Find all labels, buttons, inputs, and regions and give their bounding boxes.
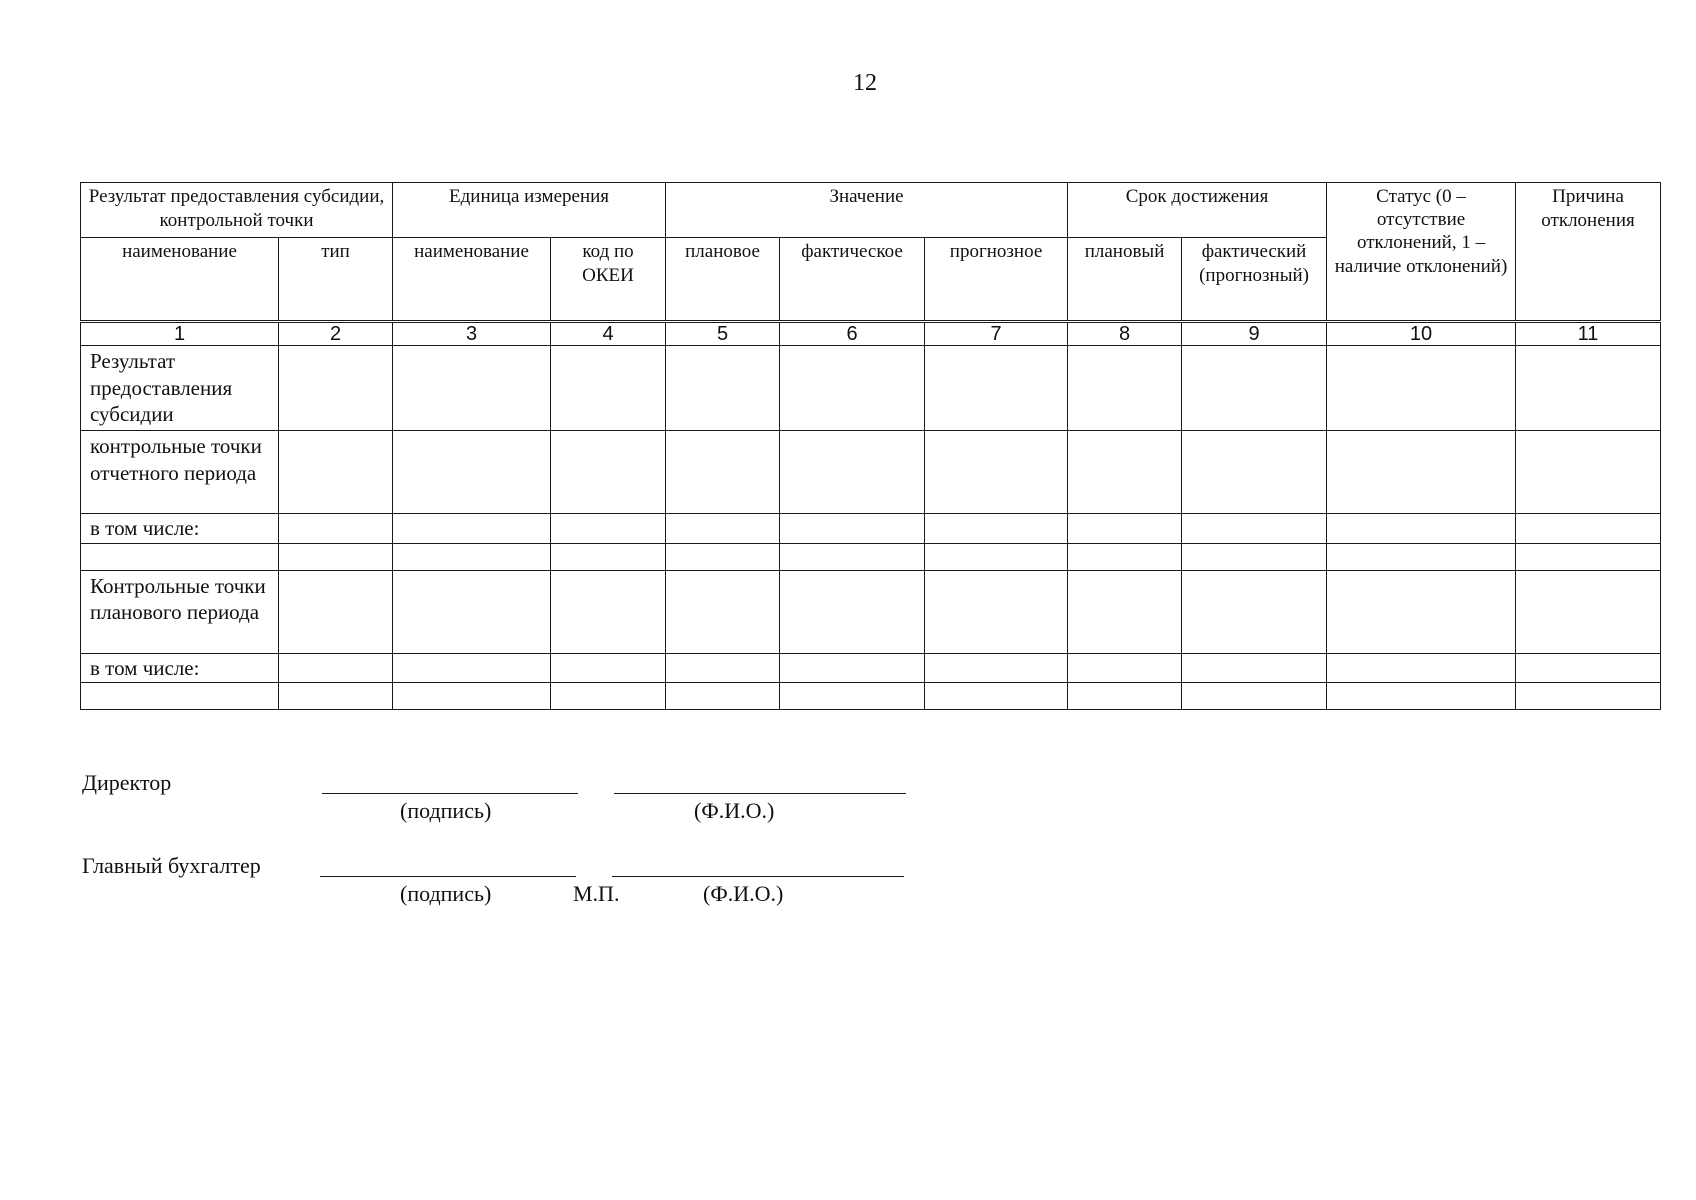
header-value-planned: плановое <box>666 238 780 322</box>
table-cell <box>1068 430 1182 513</box>
table-cell <box>279 653 393 683</box>
table-cell <box>393 653 551 683</box>
table-cell <box>666 543 780 570</box>
table-row-including-1 <box>81 513 1661 543</box>
header-value: Значение <box>666 183 1068 238</box>
director-name-line <box>614 793 906 794</box>
table-cell <box>1182 513 1327 543</box>
table-cell <box>666 683 780 710</box>
row-label-reporting-checkpoints: контрольные точки отчетного периода <box>81 430 279 513</box>
table-cell <box>551 543 666 570</box>
table-cell <box>666 570 780 653</box>
header-result-type: тип <box>279 238 393 322</box>
table-cell <box>780 346 925 431</box>
table-cell <box>393 513 551 543</box>
table-cell <box>780 653 925 683</box>
director-signature-caption: (подпись) <box>400 798 492 823</box>
header-value-actual: фактическое <box>780 238 925 322</box>
row-label-subsidy-result: Результат предоставления субсидии <box>81 346 279 431</box>
table-cell <box>1182 570 1327 653</box>
header-deadline-actual: фактический (прогнозный) <box>1182 238 1327 322</box>
header-unit-code: код по ОКЕИ <box>551 238 666 322</box>
table-cell <box>1068 570 1182 653</box>
column-number: 3 <box>393 322 551 346</box>
table-cell <box>1327 346 1516 431</box>
table-cell <box>393 570 551 653</box>
table-row-planned-checkpoints <box>81 570 1661 653</box>
table-cell <box>1516 543 1661 570</box>
table-cell <box>925 653 1068 683</box>
header-unit: Единица измерения <box>393 183 666 238</box>
header-reason: Причина отклонения <box>1516 183 1661 322</box>
director-signature-line <box>322 793 578 794</box>
table-cell <box>1182 543 1327 570</box>
table-cell <box>279 543 393 570</box>
table-cell <box>393 683 551 710</box>
column-number: 4 <box>551 322 666 346</box>
row-label-empty <box>81 543 279 570</box>
director-label: Директор <box>82 770 172 795</box>
table-cell <box>925 513 1068 543</box>
table-cell <box>925 346 1068 431</box>
column-number: 5 <box>666 322 780 346</box>
table-cell <box>666 430 780 513</box>
accountant-name-caption: (Ф.И.О.) <box>703 881 784 906</box>
column-number: 8 <box>1068 322 1182 346</box>
table-cell <box>1068 513 1182 543</box>
table-cell <box>1182 653 1327 683</box>
table-cell <box>666 513 780 543</box>
table-cell <box>279 513 393 543</box>
accountant-signature-line <box>320 876 576 877</box>
table-cell <box>393 543 551 570</box>
table-cell <box>780 430 925 513</box>
table-cell <box>780 513 925 543</box>
column-number: 9 <box>1182 322 1327 346</box>
table-cell <box>1068 683 1182 710</box>
accountant-name-line <box>612 876 904 877</box>
column-number: 6 <box>780 322 925 346</box>
table-cell <box>1327 430 1516 513</box>
table-cell <box>1327 543 1516 570</box>
column-number: 10 <box>1327 322 1516 346</box>
table-cell <box>1182 683 1327 710</box>
table-cell <box>780 570 925 653</box>
header-deadline-planned: плановый <box>1068 238 1182 322</box>
table-cell <box>1516 653 1661 683</box>
table-cell <box>1182 430 1327 513</box>
table-cell <box>393 430 551 513</box>
table-cell <box>279 570 393 653</box>
table-cell <box>279 346 393 431</box>
table-cell <box>925 430 1068 513</box>
chief-accountant-label: Главный бухгалтер <box>82 853 261 878</box>
table-cell <box>1516 430 1661 513</box>
column-number-row <box>81 322 1661 346</box>
table-cell <box>1327 570 1516 653</box>
table-cell <box>551 346 666 431</box>
accountant-signature-caption: (подпись) <box>400 881 492 906</box>
table-cell <box>925 543 1068 570</box>
table-cell <box>1516 683 1661 710</box>
table-cell <box>1516 513 1661 543</box>
table-cell <box>551 513 666 543</box>
table-row-empty-1 <box>81 543 1661 570</box>
table-cell <box>925 570 1068 653</box>
table-cell <box>1182 346 1327 431</box>
table-cell <box>1516 346 1661 431</box>
table-cell <box>279 430 393 513</box>
header-result-name: наименование <box>81 238 279 322</box>
table-cell <box>1327 683 1516 710</box>
report-table <box>80 182 1661 710</box>
table-cell <box>1068 346 1182 431</box>
column-number: 2 <box>279 322 393 346</box>
table-cell <box>279 683 393 710</box>
table-row-including-2 <box>81 653 1661 683</box>
column-number: 11 <box>1516 322 1661 346</box>
row-label-empty <box>81 683 279 710</box>
table-cell <box>925 683 1068 710</box>
table-cell <box>551 653 666 683</box>
header-value-forecast: прогнозное <box>925 238 1068 322</box>
page-number: 12 <box>853 70 877 96</box>
table-cell <box>551 683 666 710</box>
table-cell <box>780 683 925 710</box>
header-deadline: Срок достижения <box>1068 183 1327 238</box>
table-row-subsidy-result <box>81 346 1661 431</box>
header-unit-name: наименование <box>393 238 551 322</box>
table-cell <box>666 346 780 431</box>
table-cell <box>1516 570 1661 653</box>
table-cell <box>1068 653 1182 683</box>
column-number: 7 <box>925 322 1068 346</box>
header-status: Статус (0 – отсутствие отклонений, 1 – наличие отклонений) <box>1327 183 1516 322</box>
header-result: Результат предоставления субсидии, контрольной точки <box>81 183 393 238</box>
table-row-empty-2 <box>81 683 1661 710</box>
table-cell <box>393 346 551 431</box>
director-name-caption: (Ф.И.О.) <box>694 798 775 823</box>
stamp-caption: М.П. <box>573 881 620 906</box>
table-cell <box>780 543 925 570</box>
table-cell <box>551 570 666 653</box>
table-cell <box>666 653 780 683</box>
table-cell <box>1327 513 1516 543</box>
table-row-reporting-checkpoints <box>81 430 1661 513</box>
table-cell <box>551 430 666 513</box>
row-label-planned-checkpoints: Контрольные точки планового периода <box>81 570 279 653</box>
table-cell <box>1327 653 1516 683</box>
column-number: 1 <box>81 322 279 346</box>
table-cell <box>1068 543 1182 570</box>
header-row-groups <box>81 183 1661 238</box>
row-label-including: в том числе: <box>81 513 279 543</box>
row-label-including: в том числе: <box>81 653 279 683</box>
